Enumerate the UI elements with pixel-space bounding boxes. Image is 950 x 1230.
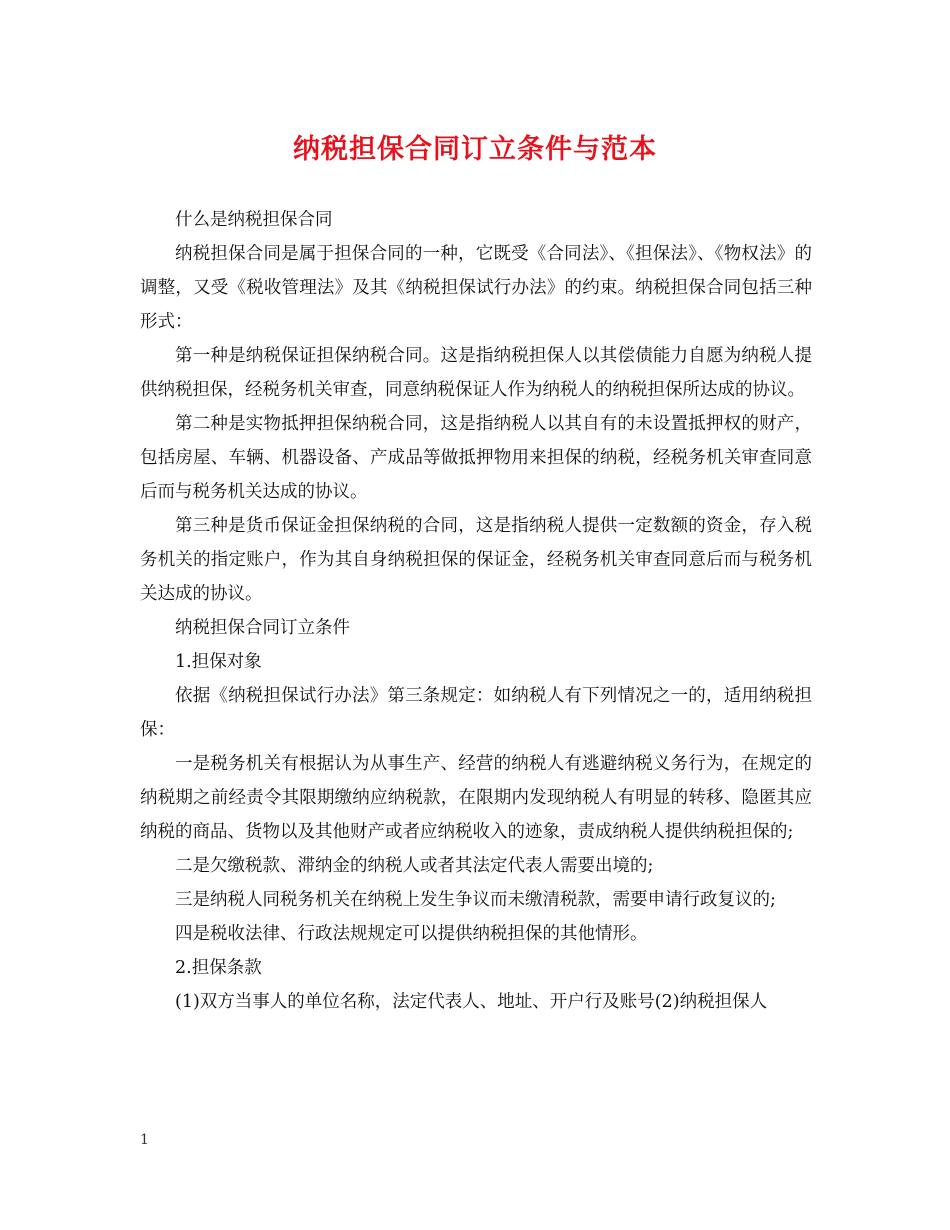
paragraph-type-three: 第三种是货币保证金担保纳税的合同，这是指纳税人提供一定数额的资金，存入税务机关的指定账户，作为其自身纳税担保的保证金，经税务机关审查同意后而与税务机关达成的协议。 — [140, 516, 812, 604]
paragraph-terms-list: (1)双方当事人的单位名称，法定代表人、地址、开户行及账号(2)纳税担保人 — [175, 992, 768, 1012]
paragraph-case-four: 四是税收法律、行政法规规定可以提供纳税担保的其他情形。 — [175, 924, 648, 944]
document-body — [140, 203, 812, 1019]
paragraph-type-two: 第二种是实物抵押担保纳税合同，这是指纳税人以其自有的未设置抵押权的财产，包括房屋、车辆、机器设备、产成品等做抵押物用来担保的纳税，经税务机关审查同意后而与税务机关达成的协议。 — [140, 414, 812, 502]
paragraph-case-two: 二是欠缴税款、滞纳金的纳税人或者其法定代表人需要出境的; — [175, 856, 654, 876]
paragraph-type-one: 第一种是纳税保证担保纳税合同。这是指纳税担保人以其偿债能力自愿为纳税人提供纳税担保，经税务机关审查，同意纳税保证人作为纳税人的纳税担保所达成的协议。 — [140, 346, 812, 400]
section-heading-conditions: 纳税担保合同订立条件 — [175, 618, 350, 638]
paragraph-article-three: 依据《纳税担保试行办法》第三条规定：如纳税人有下列情况之一的，适用纳税担保： — [140, 686, 812, 740]
paragraph-definition: 纳税担保合同是属于担保合同的一种，它既受《合同法》、《担保法》、《物权法》的调整，又受《税收管理法》及其《纳税担保试行办法》的约束。纳税担保合同包括三种形式： — [140, 244, 812, 332]
paragraph-case-three: 三是纳税人同税务机关在纳税上发生争议而未缴清税款，需要申请行政复议的; — [175, 890, 776, 910]
subheading-guarantee-object: 1.担保对象 — [175, 652, 262, 672]
subheading-guarantee-terms: 2.担保条款 — [175, 958, 262, 978]
page-number: 1 — [140, 1132, 149, 1148]
paragraph-case-one: 一是税务机关有根据认为从事生产、经营的纳税人有逃避纳税义务行为，在规定的纳税期之前经责令其限期缴纳应纳税款，在限期内发现纳税人有明显的转移、隐匿其应纳税的商品、货物以及其他财产或者应纳税收入的迹象，责成纳税人提供纳税担保的; — [140, 754, 812, 842]
document-title: 纳税担保合同订立条件与范本 — [293, 134, 657, 165]
paragraph-what-is: 什么是纳税担保合同 — [175, 210, 333, 230]
